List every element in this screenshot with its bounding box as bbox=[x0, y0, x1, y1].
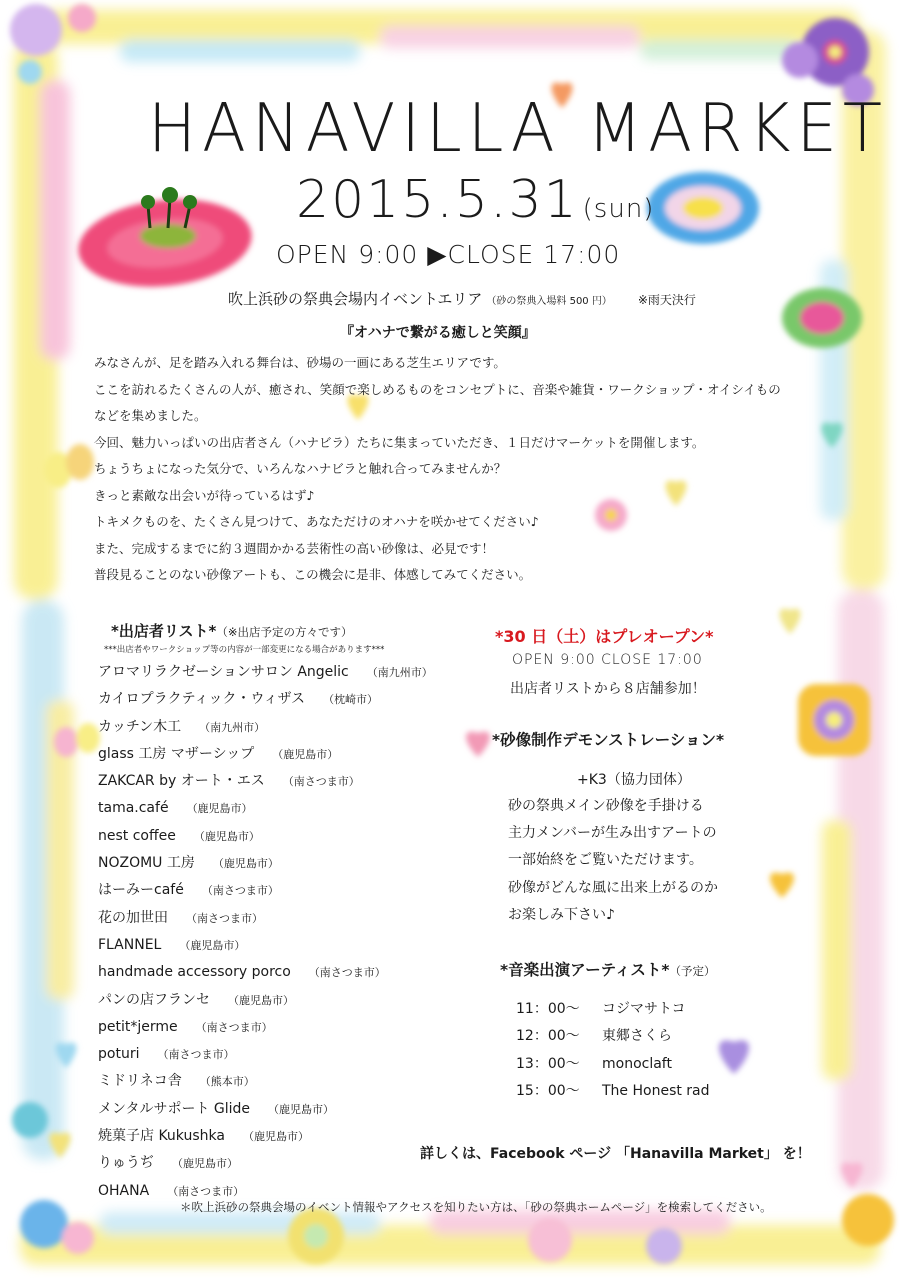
vendor-item bbox=[98, 1096, 433, 1123]
intro-line: トキメクものを、たくさん見つけて、あなただけのオハナを咲かせてください♪ bbox=[94, 514, 539, 529]
vendor-city: （鹿児島市） bbox=[268, 1102, 335, 1116]
music-heading-text: *音楽出演アーティスト* bbox=[500, 961, 670, 979]
vendor-city: （鹿児島市） bbox=[193, 829, 260, 843]
vendor-city: （鹿児島市） bbox=[172, 1157, 238, 1171]
vendor-item bbox=[98, 877, 433, 904]
vendor-item bbox=[98, 932, 433, 959]
vendor-name: 花の加世田 bbox=[98, 909, 168, 926]
vendor-name: アロマリラクゼーションサロン Angelic bbox=[98, 664, 349, 680]
vendor-item bbox=[98, 714, 433, 741]
vendor-name: glass 工房 マザーシップ bbox=[98, 745, 255, 762]
vendor-name: FLANNEL bbox=[98, 936, 162, 953]
music-heading bbox=[500, 958, 716, 980]
artist-name: コジマサトコ bbox=[602, 1001, 686, 1017]
vendor-name: OHANA bbox=[98, 1182, 150, 1199]
vendor-item bbox=[98, 741, 433, 768]
artist-row bbox=[516, 1023, 710, 1050]
vendor-city: （南さつま市） bbox=[157, 1048, 235, 1062]
artist-name: monoclaft bbox=[602, 1055, 672, 1072]
intro-line: また、完成するまでに約３週間かかる芸術性の高い砂像は、必見です！ bbox=[94, 540, 495, 556]
vendor-name: nest coffee bbox=[98, 827, 176, 844]
intro-line: みなさんが、足を踏み入れる舞台は、砂場の一画にある芝生エリアです。 bbox=[94, 355, 506, 370]
vendor-item bbox=[98, 686, 433, 713]
venue-name: 吹上浜砂の祭典会場内イベントエリア bbox=[228, 290, 483, 308]
artist-row bbox=[516, 1051, 710, 1078]
demo-line: 主力メンバーが生み出すアートの bbox=[508, 825, 717, 842]
vendor-name: 焼菓子店 Kukushka bbox=[98, 1128, 225, 1145]
concept-title: 『オハナで繋がる癒しと笑顔』 bbox=[340, 325, 536, 341]
event-date bbox=[296, 170, 654, 230]
vendor-item bbox=[98, 850, 433, 877]
event-date-value: 2015.5.31 bbox=[296, 170, 579, 230]
artist-row bbox=[516, 996, 710, 1023]
intro-line: ちょうちょになった気分で、いろんなハナビラと触れ合ってみませんか？ bbox=[94, 461, 507, 476]
preopen-note: 出店者リストから８店舗参加！ bbox=[510, 681, 706, 697]
vendor-name: ミドリネコ舎 bbox=[98, 1073, 182, 1090]
vendor-city: （鹿児島市） bbox=[228, 993, 294, 1007]
vendor-city: （鹿児島市） bbox=[212, 857, 279, 871]
vendor-city: （熊本市） bbox=[199, 1075, 255, 1089]
preopen-heading: *30 日（土）はプレオープン* bbox=[495, 627, 714, 646]
event-hours: OPEN 9:00 ▶CLOSE 17:00 bbox=[276, 240, 621, 269]
vendor-city: （南さつま市） bbox=[195, 1020, 273, 1034]
vendor-city: （南九州市） bbox=[199, 720, 266, 734]
artist-time: 13：00〜 bbox=[516, 1055, 580, 1072]
vendor-item bbox=[98, 1014, 433, 1041]
vendor-city: （南九州市） bbox=[366, 666, 433, 679]
demo-line: 一部始終をご覧いただけます。 bbox=[508, 852, 703, 869]
artist-time: 12：00〜 bbox=[516, 1028, 580, 1045]
vendor-subheading: （※出店予定の方々です） bbox=[216, 625, 353, 639]
demo-line: 砂の祭典メイン砂像を手掛ける bbox=[508, 798, 704, 814]
intro-line: きっと素敵な出会いが待っているはず♪ bbox=[94, 487, 315, 503]
vendor-item bbox=[98, 1150, 433, 1177]
vendor-city: （南さつま市） bbox=[167, 1184, 245, 1198]
vendor-item bbox=[98, 959, 433, 986]
artist-name: The Honest rad bbox=[602, 1083, 710, 1100]
footer-note: ＊吹上浜砂の祭典会場のイベント情報やアクセスを知りたい方は、「砂の祭典ホームページ」を検索してください。 bbox=[180, 1200, 772, 1214]
vendor-name: りゅうぢ bbox=[98, 1155, 154, 1172]
vendor-name: ZAKCAR by オート・エス bbox=[98, 773, 265, 790]
vendor-city: （南さつま市） bbox=[186, 911, 263, 925]
demo-heading: *砂像制作デモンストレーション* bbox=[492, 731, 725, 749]
vendor-item bbox=[98, 768, 433, 795]
vendor-city: （鹿児島市） bbox=[186, 802, 253, 816]
vendor-name: カイロプラクティック・ウィザス bbox=[98, 691, 306, 708]
vendor-city: （鹿児島市） bbox=[242, 1130, 309, 1144]
demo-description bbox=[508, 793, 718, 929]
vendor-heading-text: *出店者リスト* bbox=[111, 622, 217, 640]
vendor-name: はーみーcafé bbox=[98, 882, 184, 899]
vendor-name: petit*jerme bbox=[98, 1018, 178, 1035]
vendor-list bbox=[98, 659, 433, 1205]
vendor-name: poturi bbox=[98, 1046, 140, 1063]
artist-schedule bbox=[516, 996, 710, 1106]
vendor-name: パンの店フランセ bbox=[98, 991, 210, 1008]
vendor-name: カッチン木工 bbox=[98, 718, 182, 735]
intro-line: ここを訪れるたくさんの人が、癒され、笑顔で楽しめるものをコンセプトに、音楽や雑貨・ワークショップ・オイシイもの bbox=[94, 381, 781, 397]
vendor-name: メンタルサポート Glide bbox=[98, 1100, 251, 1117]
rain-note: ※雨天決行 bbox=[637, 293, 696, 307]
artist-time: 15：00〜 bbox=[516, 1083, 580, 1100]
vendor-list-heading bbox=[111, 620, 353, 641]
vendor-item bbox=[98, 795, 433, 822]
vendor-city: （南さつま市） bbox=[308, 966, 386, 980]
preopen-hours: OPEN 9:00 CLOSE 17:00 bbox=[512, 652, 703, 668]
venue-line bbox=[228, 288, 696, 309]
demo-line: 砂像がどんな風に出来上がるのか bbox=[508, 879, 718, 896]
vendor-change-note: ***出店者やワークショップ等の内容が一部変更になる場合があります*** bbox=[104, 645, 385, 655]
intro-line: 普段見ることのない砂像アートも、この機会に是非、体感してみてください。 bbox=[94, 567, 532, 582]
vendor-city: （鹿児島市） bbox=[179, 938, 246, 952]
demo-line: お楽しみ下さい♪ bbox=[508, 906, 615, 923]
artist-name: 東郷さくら bbox=[602, 1028, 672, 1045]
music-subheading: （予定） bbox=[669, 964, 716, 978]
vendor-city: （鹿児島市） bbox=[272, 747, 339, 761]
facebook-note: 詳しくは、Facebook ページ 「Hanavilla Market」 を！ bbox=[420, 1146, 811, 1162]
intro-line: 今回、魅力いっぱいの出店者さん（ハナビラ）たちに集まっていただき、１日だけマーケットを開催します。 bbox=[94, 434, 705, 450]
demo-organization: +K3（協力団体） bbox=[577, 772, 691, 788]
vendor-item bbox=[98, 1068, 433, 1095]
vendor-city: （枕崎市） bbox=[323, 693, 379, 707]
venue-fee-note: （砂の祭典入場料 500 円） bbox=[486, 296, 612, 307]
vendor-item bbox=[98, 1123, 433, 1150]
artist-time: 11：00〜 bbox=[516, 1001, 580, 1017]
artist-row bbox=[516, 1078, 710, 1105]
event-day: (sun) bbox=[582, 194, 655, 224]
intro-paragraph bbox=[94, 350, 854, 589]
vendor-city: （南さつま市） bbox=[201, 884, 279, 898]
vendor-item bbox=[98, 659, 433, 686]
vendor-item bbox=[98, 905, 433, 932]
event-title: HANAVILLA MARKET bbox=[148, 90, 888, 168]
vendor-item bbox=[98, 1041, 433, 1068]
vendor-name: handmade accessory porco bbox=[98, 964, 291, 981]
vendor-item bbox=[98, 987, 433, 1014]
vendor-city: （南さつま市） bbox=[282, 775, 360, 789]
vendor-item bbox=[98, 823, 433, 850]
vendor-name: tama.café bbox=[98, 800, 169, 817]
intro-line: などを集めました。 bbox=[94, 408, 207, 423]
vendor-name: NOZOMU 工房 bbox=[98, 855, 195, 872]
